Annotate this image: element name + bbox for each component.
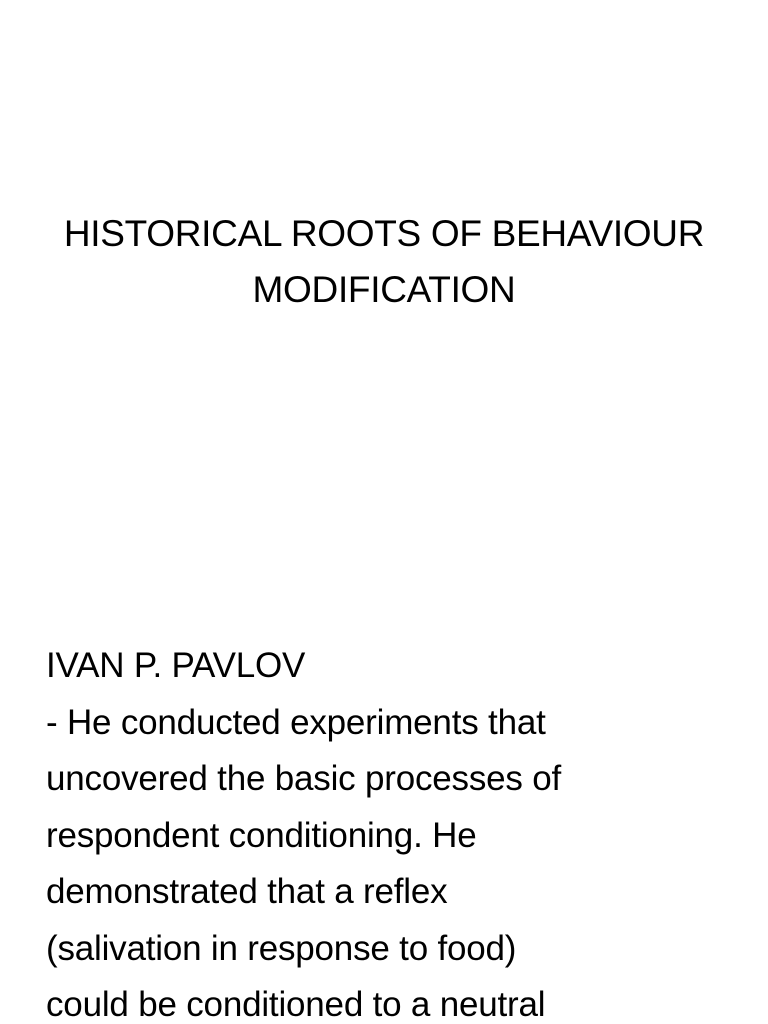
page-title	[0, 206, 768, 318]
body-line: - He conducted experiments that	[46, 702, 546, 742]
body-line: respondent conditioning. He	[46, 815, 477, 855]
section-heading: IVAN P. PAVLOV	[46, 646, 306, 685]
title-line-1: HISTORICAL ROOTS OF BEHAVIOUR	[63, 213, 705, 254]
body-line: could be conditioned to a neutral	[46, 985, 546, 1024]
body-text	[46, 638, 746, 1024]
body-line: uncovered the basic processes of	[46, 759, 562, 798]
title-line-2: MODIFICATION	[252, 269, 516, 310]
body-line: (salivation in response to food)	[46, 928, 517, 968]
body-line: demonstrated that a reflex	[46, 872, 448, 911]
